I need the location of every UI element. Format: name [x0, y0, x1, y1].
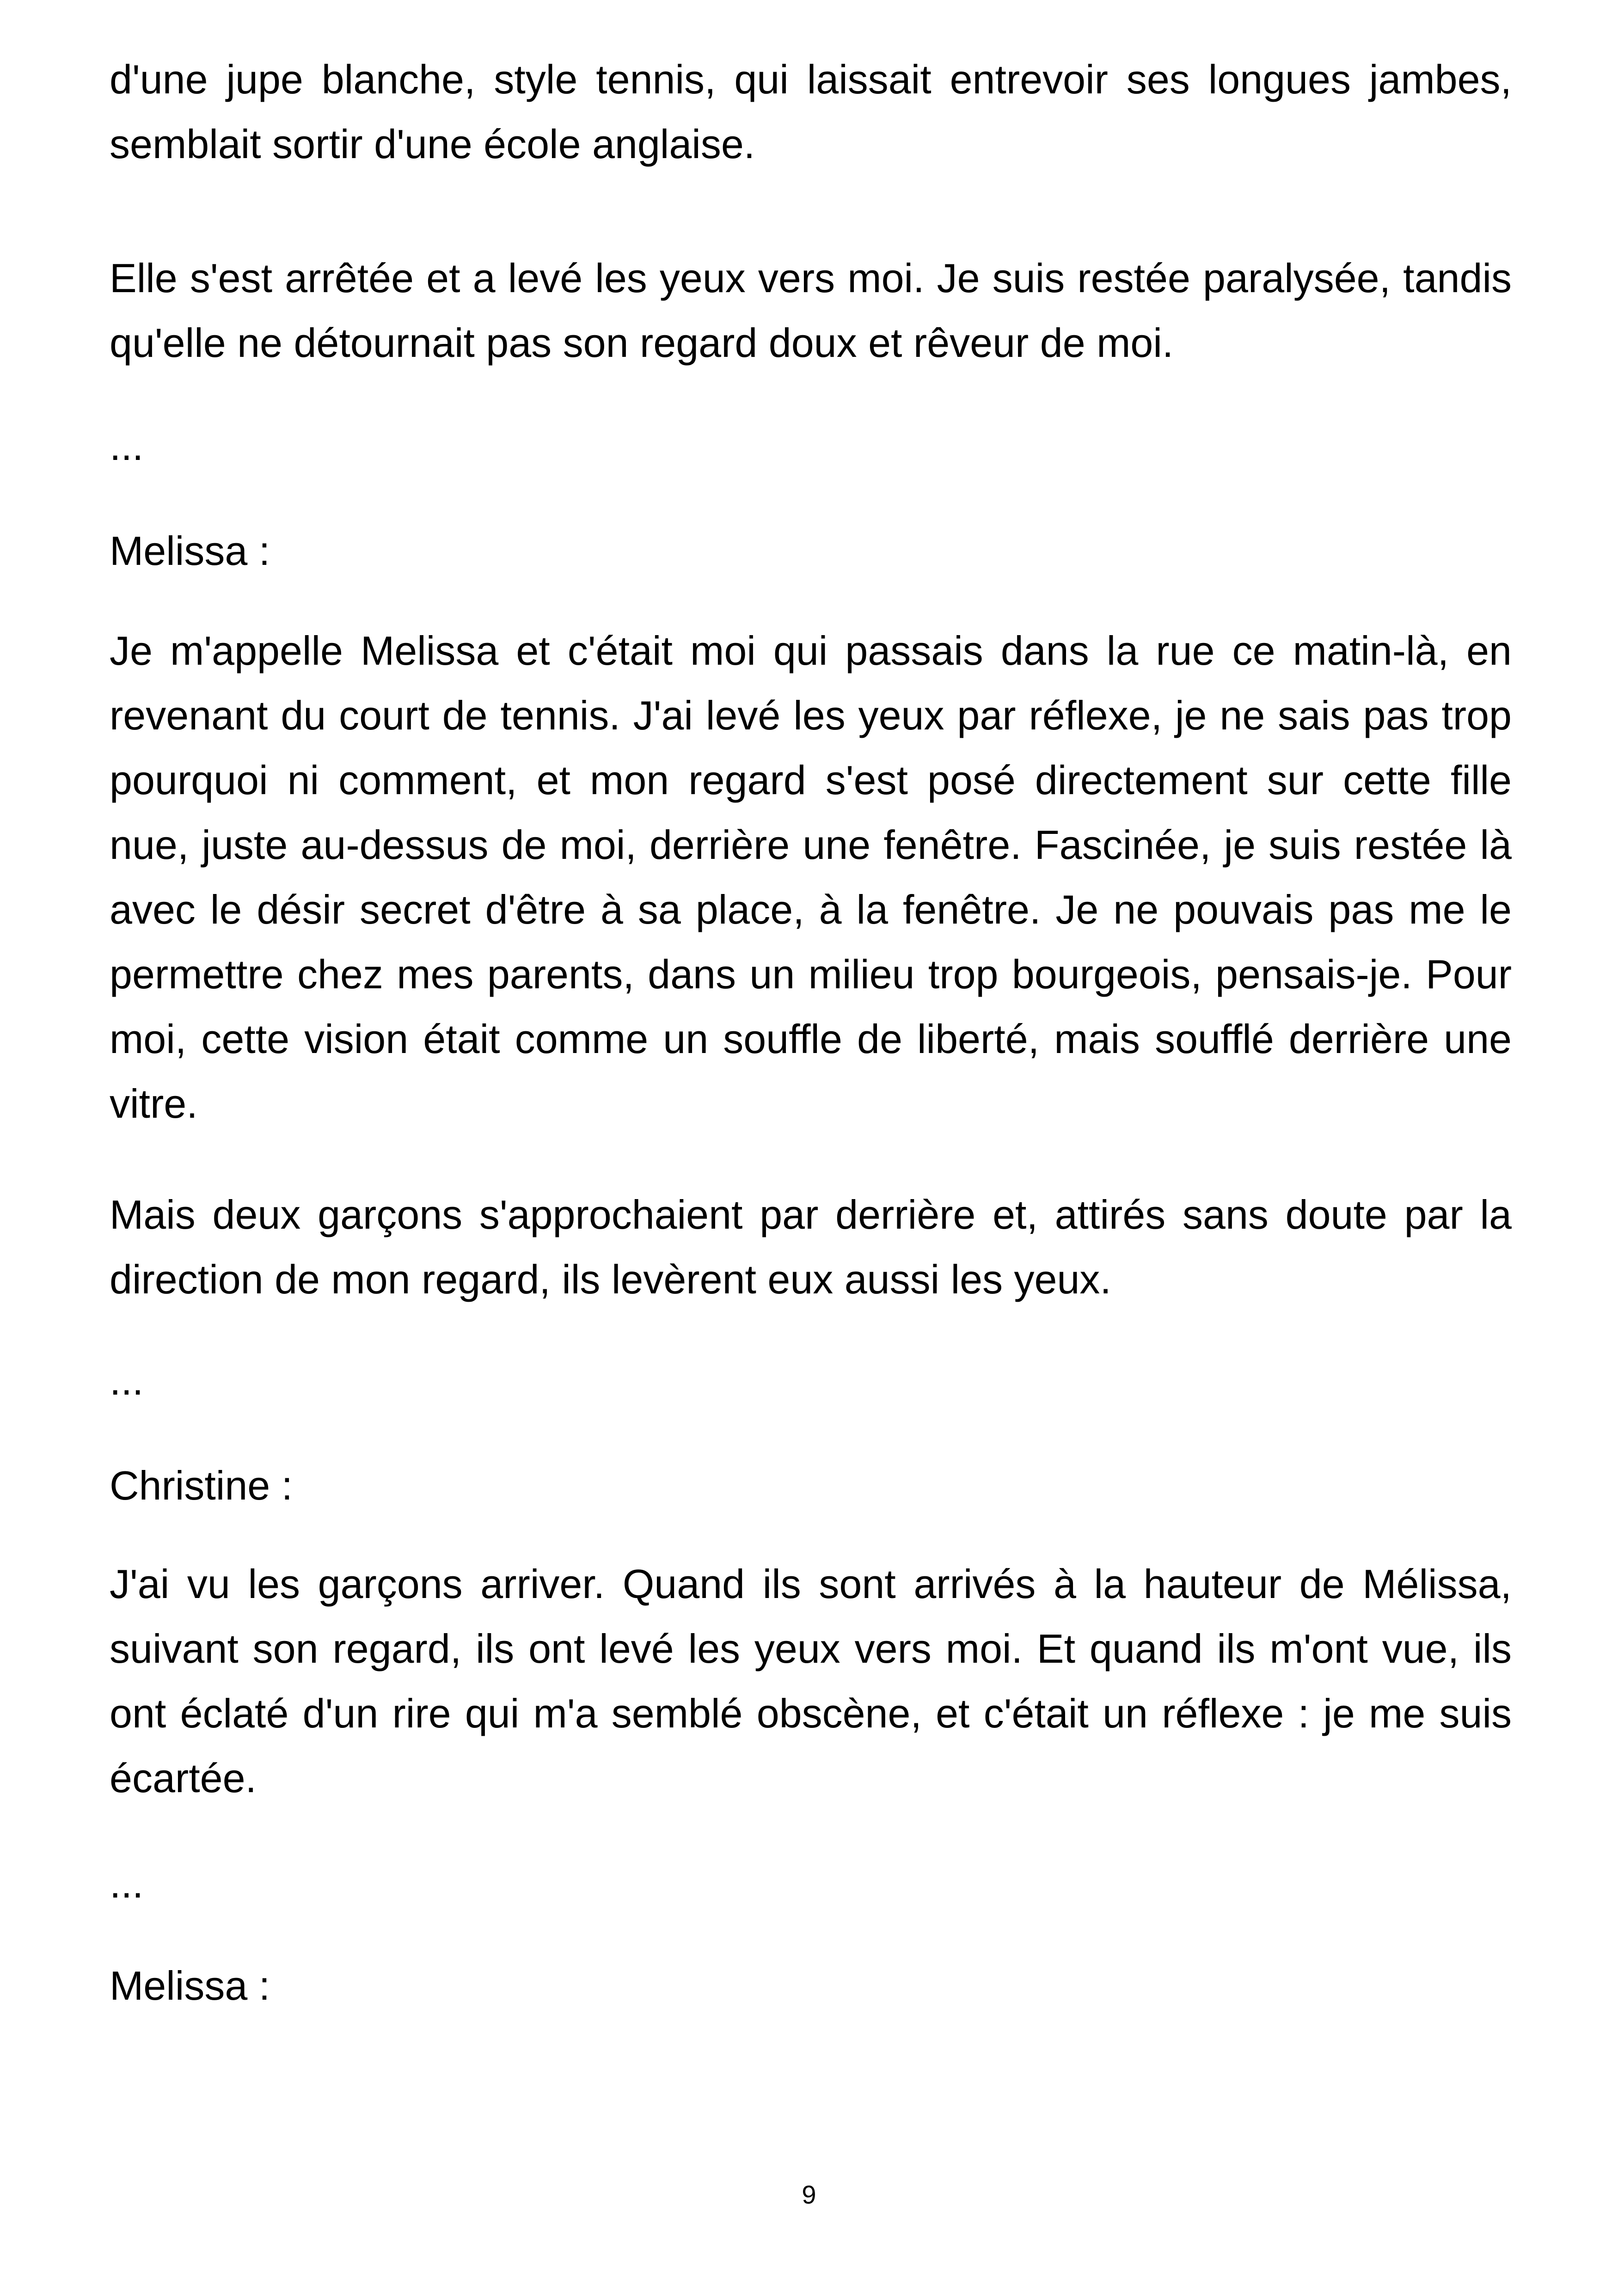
speaker-label-christine: Christine : [110, 1463, 293, 1508]
scene-break-ellipsis: ... [110, 423, 144, 469]
speaker-label-melissa: Melissa : [110, 528, 270, 574]
paragraph-christine-monologue: J'ai vu les garçons arriver. Quand ils sont arrivés à la hauteur de Mélissa, suivant son regard, ils ont levé les yeux vers moi. Et quand ils m'ont vue, ils ont éclaté d'un rire qui m'a semblé obscène, et c'était un réflexe : je me suis écartée. [110, 1561, 1512, 1801]
scene-break-ellipsis: ... [110, 1861, 144, 1906]
paragraph-continuation: d'une jupe blanche, style tennis, qui laissait entrevoir ses longues jambes, semblait sortir d'une école anglaise. [110, 56, 1512, 167]
paragraph-boys-approach: Mais deux garçons s'approchaient par derrière et, attirés sans doute par la direction de mon regard, ils levèrent eux aussi les yeux. [110, 1192, 1512, 1302]
paragraph-narration: Elle s'est arrêtée et a levé les yeux vers moi. Je suis restée paralysée, tandis qu'elle ne détournait pas son regard doux et rêveur de moi. [110, 255, 1512, 366]
paragraph-melissa-monologue: Je m'appelle Melissa et c'était moi qui passais dans la rue ce matin-là, en revenant du court de tennis. J'ai levé les yeux par réflexe, je ne sais pas trop pourquoi ni comment, et mon regard s'est posé directement sur cette fille nue, juste au-dessus de moi, derrière une fenêtre. Fascinée, je suis restée là avec le désir secret d'être à sa place, à la fenêtre. Je ne pouvais pas me le permettre chez mes parents, dans un milieu trop bourgeois, pensais-je. Pour moi, cette vision était comme un souffle de liberté, mais soufflé derrière une vitre. [110, 628, 1512, 1127]
page-number: 9 [802, 2180, 816, 2209]
speaker-label-melissa: Melissa : [110, 1963, 270, 2008]
scene-break-ellipsis: ... [110, 1358, 144, 1403]
